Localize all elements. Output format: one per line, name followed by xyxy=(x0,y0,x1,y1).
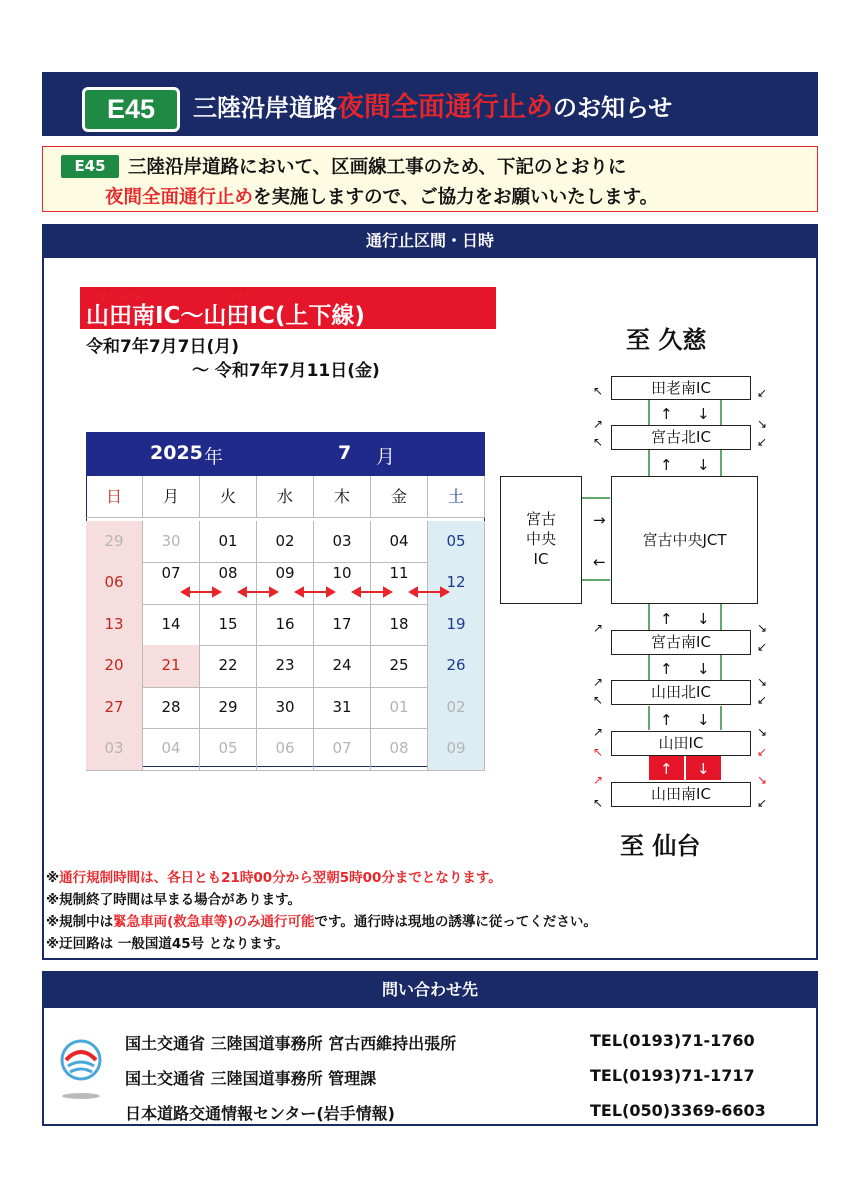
note-1 xyxy=(46,866,502,886)
note-4: ※迂回路は 一般国道45号 となります。 xyxy=(46,936,289,952)
svg-text:↑: ↑ xyxy=(660,711,673,729)
calendar-day: 02 xyxy=(428,687,485,730)
date-to: 〜 令和7年7月11日(金) xyxy=(192,361,380,381)
direction-south: 至 仙台 xyxy=(620,832,701,860)
calendar-day: 08 xyxy=(371,728,428,771)
svg-text:↖: ↖ xyxy=(593,796,604,810)
svg-text:↙: ↙ xyxy=(757,693,768,707)
closure-arrows xyxy=(86,476,485,767)
weekday-header: 金 xyxy=(371,476,428,518)
ic-yamada: 山田IC xyxy=(611,731,751,756)
calendar-day: 25 xyxy=(371,645,428,688)
calendar-day: 02 xyxy=(257,521,314,564)
calendar-day: 07 xyxy=(143,562,200,605)
calendar-header xyxy=(86,432,485,476)
calendar-year: 2025 xyxy=(150,442,203,464)
weekday-header: 火 xyxy=(200,476,257,518)
ic-yamadakita: 山田北IC xyxy=(611,680,751,705)
calendar-day: 18 xyxy=(371,604,428,647)
notice-line-2 xyxy=(105,183,658,209)
mlit-logo xyxy=(56,1038,106,1102)
svg-text:↙: ↙ xyxy=(757,640,768,654)
ic-taroominami: 田老南IC xyxy=(611,376,751,400)
ic-miyakominami: 宮古南IC xyxy=(611,630,751,655)
svg-text:↓: ↓ xyxy=(697,456,710,474)
svg-text:↘: ↘ xyxy=(757,417,768,431)
note-1-pre: ※ xyxy=(46,870,60,886)
ic-miyakochuo: 宮古 中央 IC xyxy=(500,476,582,604)
svg-text:↓: ↓ xyxy=(697,711,710,729)
contact-section-title: 問い合わせ先 xyxy=(42,971,818,1008)
svg-text:↘: ↘ xyxy=(757,725,768,739)
svg-text:←: ← xyxy=(593,553,606,571)
closure-arrow xyxy=(182,588,220,596)
svg-text:↖: ↖ xyxy=(593,745,604,759)
notice-line-1: 三陸沿岸道路において、区画線工事のため、下記のとおりに xyxy=(128,157,627,178)
svg-text:→: → xyxy=(593,511,606,529)
svg-text:↑: ↑ xyxy=(660,456,673,474)
ruby-yamadaminami: やまだみなみ xyxy=(90,293,145,303)
note-3-pre: ※規制中は xyxy=(46,914,114,930)
jct-miyakochuo: 宮古中央JCT xyxy=(611,476,758,604)
calendar-day: 19 xyxy=(428,604,485,647)
notice-red-text: 夜間全面通行止め xyxy=(105,187,254,208)
calendar-day: 17 xyxy=(314,604,371,647)
calendar-day: 26 xyxy=(428,645,485,688)
svg-text:↘: ↘ xyxy=(757,675,768,689)
svg-text:↖: ↖ xyxy=(593,435,604,449)
calendar-day: 05 xyxy=(428,521,485,564)
calendar-day: 10 xyxy=(314,562,371,605)
calendar-day: 21 xyxy=(143,645,200,688)
svg-text:↙: ↙ xyxy=(757,386,768,400)
svg-text:↑: ↑ xyxy=(660,405,673,423)
calendar-day: 01 xyxy=(371,687,428,730)
note-3-red: 緊急車両(救急車等)のみ通行可能 xyxy=(113,914,315,930)
calendar-day: 08 xyxy=(200,562,257,605)
route-badge-e45: E45 xyxy=(82,87,180,132)
svg-text:↓: ↓ xyxy=(697,405,710,423)
note-3 xyxy=(46,910,597,930)
closure-arrow xyxy=(296,588,334,596)
svg-text:↗: ↗ xyxy=(593,675,604,689)
calendar-day: 03 xyxy=(314,521,371,564)
weekday-header: 日 xyxy=(86,476,143,518)
svg-text:↗: ↗ xyxy=(593,621,604,635)
contact-name-3: 日本道路交通情報センター(岩手情報) xyxy=(125,1104,395,1123)
calendar-day: 05 xyxy=(200,728,257,771)
calendar-day: 12 xyxy=(428,562,485,605)
calendar-day: 22 xyxy=(200,645,257,688)
calendar-day: 31 xyxy=(314,687,371,730)
contact-tel-1[interactable]: TEL(0193)71-1760 xyxy=(590,1031,755,1050)
title-pre: 三陸沿岸道路 xyxy=(193,94,337,122)
calendar-day: 15 xyxy=(200,604,257,647)
date-from: 令和7年7月7日(月) xyxy=(86,337,240,357)
note-1-red: 通行規制時間は、各日とも21時00分から翌朝5時00分までとなります。 xyxy=(59,870,502,886)
calendar-day: 23 xyxy=(257,645,314,688)
calendar-day: 09 xyxy=(428,728,485,771)
ic-yamadaminami: 山田南IC xyxy=(611,782,751,807)
calendar-day: 24 xyxy=(314,645,371,688)
svg-text:↗: ↗ xyxy=(593,725,604,739)
notice-route-badge: E45 xyxy=(61,155,119,178)
notice-line-2-post: を実施しますので、ご協力をお願いいたします。 xyxy=(253,187,659,208)
calendar-day: 29 xyxy=(86,521,143,564)
svg-text:↘: ↘ xyxy=(757,773,768,787)
calendar-year-unit: 年 xyxy=(204,446,224,468)
note-3-post: です。通行時は現地の誘導に従ってください。 xyxy=(314,914,597,930)
calendar-month-unit: 月 xyxy=(376,446,396,468)
calendar-day: 27 xyxy=(86,687,143,730)
contact-name-1: 国土交通省 三陸国道事務所 宮古西維持出張所 xyxy=(125,1034,457,1053)
svg-text:↙: ↙ xyxy=(757,435,768,449)
ic-miyakokita: 宮古北IC xyxy=(611,425,751,450)
calendar-day: 06 xyxy=(86,562,143,605)
closure-route: 山田南IC〜山田IC(上下線) xyxy=(86,303,365,329)
calendar-day: 09 xyxy=(257,562,314,605)
svg-text:↑: ↑ xyxy=(660,760,673,778)
title-red: 夜間全面通行止め xyxy=(337,92,553,123)
weekday-header: 土 xyxy=(428,476,485,518)
svg-text:↓: ↓ xyxy=(697,760,710,778)
calendar-day: 30 xyxy=(143,521,200,564)
title-post: のお知らせ xyxy=(553,94,673,122)
note-2: ※規制終了時間は早まる場合があります。 xyxy=(46,892,302,908)
closure-arrow xyxy=(410,588,448,596)
calendar-day: 30 xyxy=(257,687,314,730)
svg-text:↙: ↙ xyxy=(757,745,768,759)
svg-text:↑: ↑ xyxy=(660,660,673,678)
calendar-day: 04 xyxy=(143,728,200,771)
svg-text:↖: ↖ xyxy=(593,384,604,398)
svg-text:↙: ↙ xyxy=(757,796,768,810)
weekday-header: 木 xyxy=(314,476,371,518)
svg-text:↑: ↑ xyxy=(660,610,673,628)
calendar-day: 06 xyxy=(257,728,314,771)
calendar-day: 14 xyxy=(143,604,200,647)
svg-text:↘: ↘ xyxy=(757,621,768,635)
svg-text:↓: ↓ xyxy=(697,610,710,628)
calendar-day: 04 xyxy=(371,521,428,564)
closure-arrow xyxy=(353,588,391,596)
calendar-day: 07 xyxy=(314,728,371,771)
calendar-day: 28 xyxy=(143,687,200,730)
calendar-day: 16 xyxy=(257,604,314,647)
contact-tel-2[interactable]: TEL(0193)71-1717 xyxy=(590,1066,755,1085)
weekday-header: 月 xyxy=(143,476,200,518)
contact-name-2: 国土交通省 三陸国道事務所 管理課 xyxy=(125,1069,377,1088)
svg-text:↗: ↗ xyxy=(593,773,604,787)
calendar-day: 29 xyxy=(200,687,257,730)
calendar-day: 20 xyxy=(86,645,143,688)
calendar-day: 01 xyxy=(200,521,257,564)
calendar-month: 7 xyxy=(338,442,352,464)
direction-north: 至 久慈 xyxy=(626,326,707,354)
calendar-day: 13 xyxy=(86,604,143,647)
calendar-day: 03 xyxy=(86,728,143,771)
svg-text:↗: ↗ xyxy=(593,417,604,431)
closure-arrow xyxy=(239,588,277,596)
weekday-header: 水 xyxy=(257,476,314,518)
calendar-day: 11 xyxy=(371,562,428,605)
svg-text:↖: ↖ xyxy=(593,693,604,707)
closure-section-title: 通行止区間・日時 xyxy=(42,224,818,258)
page-title xyxy=(193,88,672,128)
svg-text:↓: ↓ xyxy=(697,660,710,678)
contact-tel-3[interactable]: TEL(050)3369-6603 xyxy=(590,1101,766,1120)
ruby-yamada: やまだ xyxy=(226,293,254,303)
